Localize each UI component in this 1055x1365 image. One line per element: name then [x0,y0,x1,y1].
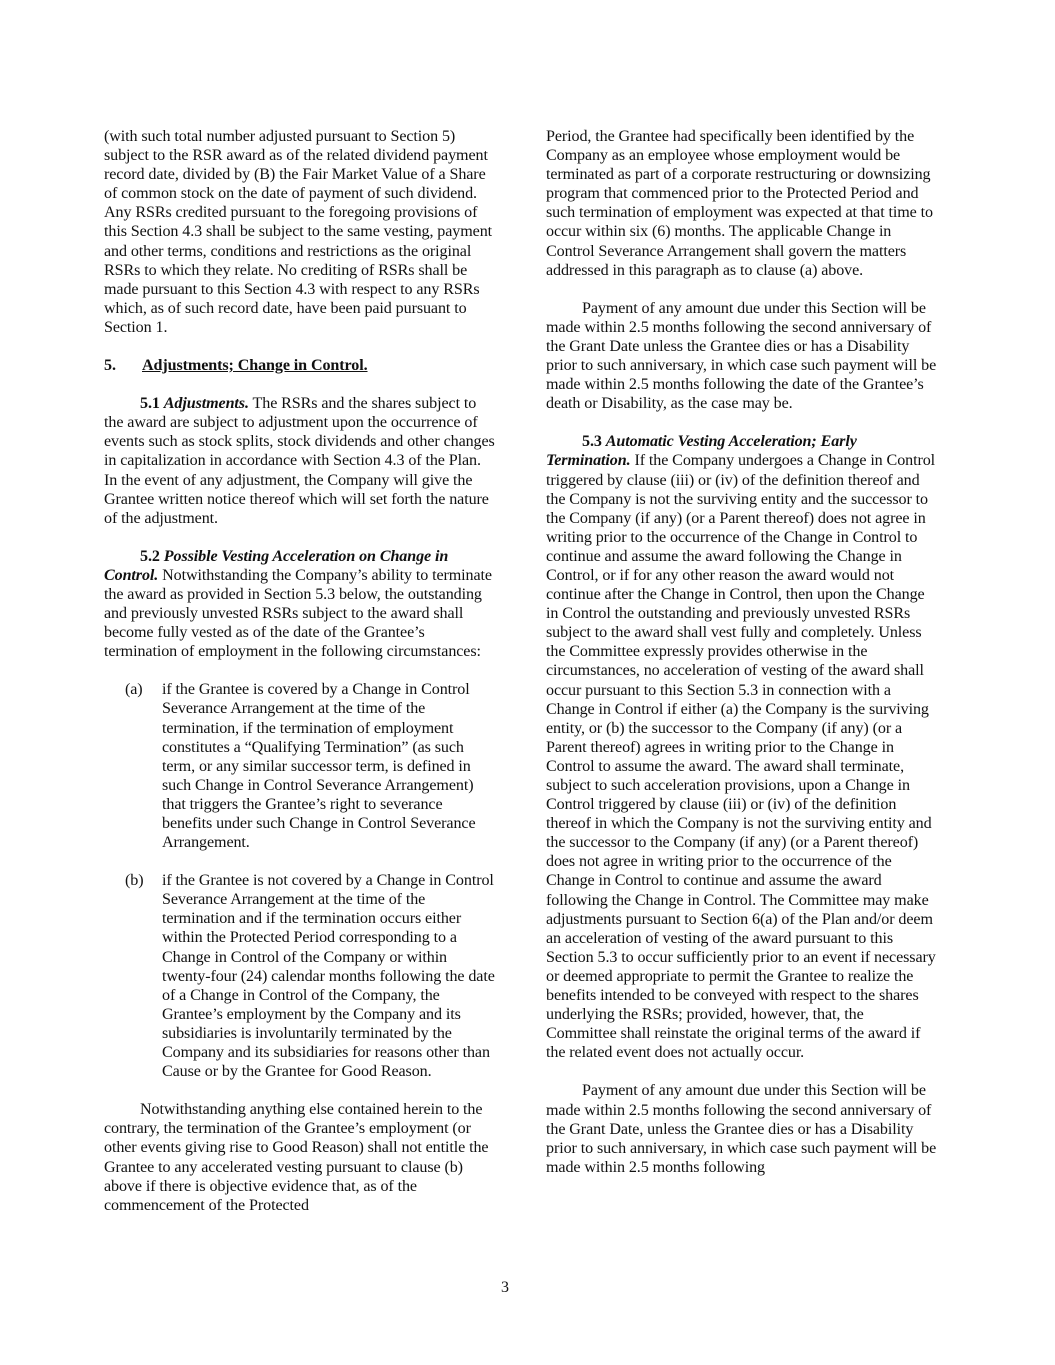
section-5-3-paragraph [546,432,938,1062]
section-5-1-number: 5.1 [140,395,160,413]
list-item-a-text: if the Grantee is covered by a Change in Control Severance Arrangement at the time of the termination, if the termination of employment constitutes a “Qualifying Termination” (as such term, or any similar successor term, is defined in such Change in Control Severance Arrangement) that triggers the Grantee’s right to severance benefits under such Change in Control Severance Arrangement. [162,681,476,852]
payment-paragraph-1: Payment of any amount due under this Section will be made within 2.5 months following the second anniversary of the Grant Date unless the Grantee dies or has a Disability prior to such anniversary, in which case such payment will be made within 2.5 months following the date of the Grantee’s death or Disability, as the case may be. [546,299,937,413]
list-item-b-text: if the Grantee is not covered by a Change in Control Severance Arrangement at the time of the termination and if the termination occurs either within the Protected Period corresponding to a Change in Control of the Company or within twenty-four (24) calendar months following the date of a Change in Control of the Company, the Grantee’s employment by the Company and its subsidiaries is involuntarily terminated by the Company and its subsidiaries for reasons other than Cause or by the Grantee for Good Reason. [162,872,495,1081]
list-item-b-marker: (b) [125,872,144,890]
section-5-2-number: 5.2 [140,547,160,565]
section-5-1-text: The RSRs and the shares subject to the award are subject to adjustment upon the occurrence of events such as stock splits, stock dividends and other changes in capitalization in accordance with Section 4.3 of the Plan. In the event of any adjustment, the Company will give the Grantee written notice thereof which will set forth the nature of the adjustment. [104,395,495,527]
section-5-2-text: Notwithstanding the Company’s ability to terminate the award as provided in Section 5.3 below, the outstanding and previously unvested RSRs subject to the award shall become fully vested as of the date of the Grantee’s termination of employment in the following circumstances: [104,566,492,661]
paragraph-continued: (with such total number adjusted pursuant to Section 5) subject to the RSR award as of the related dividend payment record date, divided by (B) the Fair Market Value of a Share of common stock on the date of payment of such dividend. Any RSRs credited pursuant to the foregoing provisions of this Section 4.3 shall be subject to the same vesting, payment and other terms, conditions and restrictions as the original RSRs to which they relate. No crediting of RSRs shall be made pursuant to this Section 4.3 with respect to any RSRs which, as of such record date, have been paid pursuant to Section 1. [104,128,493,336]
section-5-1-title: Adjustments. [163,395,249,413]
right-column [546,127,938,1177]
section-5-number: 5. [104,357,116,375]
section-5-1-paragraph [104,394,496,528]
section-5-2-title: Possible Vesting Acceleration on Change in Control. [104,547,449,584]
section-5-3-title: Automatic Vesting Acceleration; Early Termination. [546,433,857,470]
section-5-3-text: If the Company undergoes a Change in Control triggered by clause (iii) or (iv) of the definition thereof and the Company is not the surviving entity and the successor to the Company (if any) (or a Parent thereof) does not agree in writing prior to the occurrence of the Change in Control to continue and assume the award following the Change in Control, or if for any other reason the award would not continue after the Change in Control, then upon the Change in Control the outstanding and previously unvested RSRs subject to the award shall vest fully and completely. Unless the Committee expressly provides otherwise in the circumstances, no acceleration of vesting of the award shall occur pursuant to this Section 5.3 in connection with a Change in Control if either (a) the Company is the surviving entity, or (b) the successor to the Company (if any) (or a Parent thereof) agrees in writing prior to the Change in Control to assume the award. The award shall terminate, subject to such acceleration provisions, upon a Change in Control triggered by clause (iii) or (iv) of the definition thereof in which the Company is not the surviving entity and the successor to the Company (if any) (or a Parent thereof) does not agree in writing prior to the occurrence of the Change in Control to continue and assume the award following the Change in Control. The Committee may make adjustments pursuant to Section 6(a) of the Plan and/or deem an acceleration of vesting of the award pursuant to this Section 5.3 to occur sufficiently prior to an event if necessary or deemed appropriate to permit the Grantee to realize the benefits intended to be conveyed with respect to the shares underlying the RSRs; provided, however, that, the Committee shall reinstate the original terms of the award if the related event does not actually occur. [546,452,936,1062]
section-5-heading [104,356,496,375]
section-5-3-number: 5.3 [582,433,602,451]
notwithstanding-paragraph: Notwithstanding anything else contained herein to the contrary, the termination of the Grantee’s employment (or other events giving rise to Good Reason) shall not entitle the Grantee to any accelerated vesting pursuant to clause (b) above if there is objective evidence that, as of the commencement of the Protected [104,1101,489,1214]
list-item-a-marker: (a) [125,681,143,699]
list-item-b [104,871,496,1081]
left-column [104,127,496,1215]
paragraph-continued-right: Period, the Grantee had specifically been identified by the Company as an employee whose employment would be terminated as part of a corporate restructuring or downsizing program that commenced prior to the Protected Period and such termination of employment was expected at that time to occur within six (6) months. The applicable Change in Control Severance Arrangement shall govern the matters addressed in this paragraph as to clause (a) above. [546,128,933,279]
section-5-title: Adjustments; Change in Control. [142,357,368,375]
payment-paragraph-2: Payment of any amount due under this Section will be made within 2.5 months following the second anniversary of the Grant Date, unless the Grantee dies or has a Disability prior to such anniversary, in which case such payment will be made within 2.5 months following [546,1082,937,1176]
list-item-a [104,680,496,852]
page-number: 3 [501,1279,509,1296]
section-5-2-paragraph [104,547,496,662]
